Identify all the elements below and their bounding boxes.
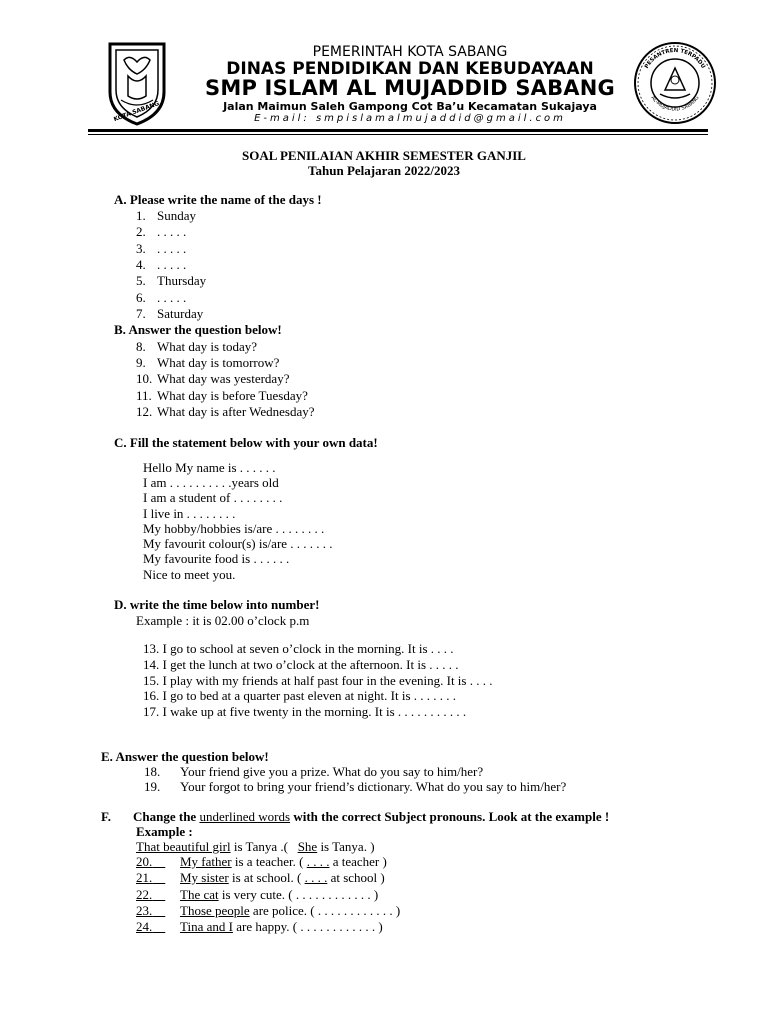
- list-item: 15. I play with my friends at half past four in the evening. It is . . . .: [143, 673, 493, 688]
- statement-line: My hobby/hobbies is/are . . . . . . . .: [143, 521, 325, 536]
- item-end: a teacher ): [329, 854, 387, 869]
- academic-year: Tahun Pelajaran 2022/2023: [308, 163, 460, 178]
- item-text: What day was yesterday?: [157, 371, 290, 386]
- example-post: is Tanya. ): [317, 839, 375, 854]
- item-blank: . . . .: [306, 854, 330, 869]
- statement-line: I am a student of . . . . . . . .: [143, 490, 283, 505]
- example-mid: is Tanya .(: [230, 839, 298, 854]
- item-number: 18.: [144, 764, 161, 779]
- exam-title: SOAL PENILAIAN AKHIR SEMESTER GANJIL: [242, 148, 526, 163]
- school-email: E-mail: smpislamalmujaddid@gmail.com: [254, 113, 566, 124]
- right-logo-text-bottom: AL-MUJADDID SABANG: [649, 95, 701, 113]
- list-item: 13. I go to school at seven o’clock in the morning. It is . . . .: [143, 641, 454, 656]
- section-b-heading: B. Answer the question below!: [114, 322, 282, 337]
- item-text: What day is tomorrow?: [157, 355, 280, 370]
- list-item: 14. I get the lunch at two o’clock at the afternoon. It is . . . . .: [143, 657, 459, 672]
- list-item: [136, 870, 385, 886]
- list-item: [136, 903, 400, 919]
- header-divider-thick: [88, 129, 708, 132]
- item-number: 21.: [136, 870, 153, 885]
- section-f-example-label: Example :: [136, 824, 193, 839]
- item-text: What day is today?: [157, 339, 257, 354]
- statement-line: My favourit colour(s) is/are . . . . . . .: [143, 536, 333, 551]
- section-f-letter: F.: [101, 809, 111, 824]
- list-item: [136, 919, 383, 935]
- list-item: [136, 208, 196, 224]
- kota-sabang-emblem-icon: [104, 40, 170, 128]
- item-text: . . . . .: [157, 224, 187, 239]
- item-underlined: My sister: [180, 870, 229, 885]
- item-number: 5.: [136, 273, 146, 288]
- item-blank: . . . .: [304, 870, 328, 885]
- list-item: [136, 339, 257, 355]
- school-name: SMP ISLAM AL MUJADDID SABANG: [205, 76, 615, 100]
- section-a-heading: A. Please write the name of the days !: [114, 192, 322, 207]
- item-underlined: Those people: [180, 903, 250, 918]
- item-text: Your forgot to bring your friend’s dictionary. What do you say to him/her?: [180, 779, 567, 794]
- list-item: [136, 241, 187, 257]
- item-underlined: My father: [180, 854, 232, 869]
- section-c-heading: C. Fill the statement below with your own data!: [114, 435, 378, 450]
- item-text: Saturday: [157, 306, 204, 321]
- right-logo-text-top: PESANTREN TERPADU: [644, 47, 706, 70]
- item-number: 9.: [136, 355, 146, 370]
- item-text: . . . . .: [157, 241, 187, 256]
- item-number: 19.: [144, 779, 161, 794]
- heading-post: with the correct Subject pronouns. Look at the example !: [290, 809, 610, 824]
- left-logo-caption: KOTA SABANG: [112, 100, 161, 124]
- item-number: 3.: [136, 241, 146, 256]
- item-number: 12.: [136, 404, 153, 419]
- list-item: [136, 371, 290, 387]
- statement-line: Hello My name is . . . . . .: [143, 460, 276, 475]
- item-rest: is a teacher. (: [231, 854, 307, 869]
- statement-line: Nice to meet you.: [143, 567, 236, 582]
- school-seal-icon: [632, 40, 718, 126]
- section-f-example: [136, 839, 375, 855]
- item-number: 6.: [136, 290, 146, 305]
- school-address: Jalan Maimun Saleh Gampong Cot Ba’u Kecamatan Sukajaya: [223, 100, 597, 113]
- list-item: 17. I wake up at five twenty in the morning. It is . . . . . . . . . . .: [143, 704, 467, 719]
- item-number: 8.: [136, 339, 146, 354]
- item-rest: is very cute. ( . . . . . . . . . . . . ): [218, 887, 379, 902]
- list-item: [136, 887, 378, 903]
- list-item: [136, 388, 308, 404]
- list-item: [136, 306, 204, 322]
- heading-pre: Change the: [133, 809, 200, 824]
- list-item: [136, 273, 207, 289]
- item-number: 10.: [136, 371, 153, 386]
- list-item: [144, 764, 484, 780]
- item-number: 22.: [136, 887, 153, 902]
- item-rest: are police. ( . . . . . . . . . . . . ): [249, 903, 401, 918]
- item-number: 7.: [136, 306, 146, 321]
- item-rest: are happy. ( . . . . . . . . . . . . ): [232, 919, 383, 934]
- item-underlined: Tina and I: [180, 919, 233, 934]
- item-text: Your friend give you a prize. What do you say to him/her?: [180, 764, 484, 779]
- list-item: 16. I go to bed at a quarter past eleven at night. It is . . . . . . .: [143, 688, 457, 703]
- header-divider-thin: [88, 134, 708, 135]
- example-underlined: That beautiful girl: [136, 839, 231, 854]
- heading-underlined: underlined words: [199, 809, 291, 824]
- item-number: 2.: [136, 224, 146, 239]
- section-d-example: Example : it is 02.00 o’clock p.m: [136, 613, 310, 628]
- item-underlined: The cat: [180, 887, 219, 902]
- list-item: [136, 404, 315, 420]
- item-number: 23.: [136, 903, 153, 918]
- government-name: PEMERINTAH KOTA SABANG: [312, 44, 508, 60]
- item-number: 20.: [136, 854, 153, 869]
- statement-line: I am . . . . . . . . . .years old: [143, 475, 279, 490]
- list-item: [136, 257, 187, 273]
- statement-line: My favourite food is . . . . . .: [143, 551, 290, 566]
- list-item: [136, 290, 187, 306]
- list-item: [144, 779, 567, 795]
- list-item: [136, 355, 280, 371]
- item-text: What day is after Wednesday?: [157, 404, 315, 419]
- list-item: [136, 224, 187, 240]
- item-text: What day is before Tuesday?: [157, 388, 308, 403]
- section-d-heading: D. write the time below into number!: [114, 597, 320, 612]
- item-number: 11.: [136, 388, 152, 403]
- item-number: 24.: [136, 919, 153, 934]
- section-e-heading: E. Answer the question below!: [101, 749, 269, 764]
- list-item: [136, 854, 387, 870]
- item-end: at school ): [327, 870, 385, 885]
- item-number: 4.: [136, 257, 146, 272]
- item-number: 1.: [136, 208, 146, 223]
- item-text: . . . . .: [157, 257, 187, 272]
- item-text: Sunday: [157, 208, 196, 223]
- example-pronoun: She: [297, 839, 318, 854]
- section-f-heading: [133, 809, 609, 825]
- statement-line: I live in . . . . . . . .: [143, 506, 236, 521]
- department-name: DINAS PENDIDIKAN DAN KEBUDAYAAN: [226, 59, 594, 79]
- item-text: . . . . .: [157, 290, 187, 305]
- item-text: Thursday: [157, 273, 207, 288]
- item-rest: is at school. (: [228, 870, 305, 885]
